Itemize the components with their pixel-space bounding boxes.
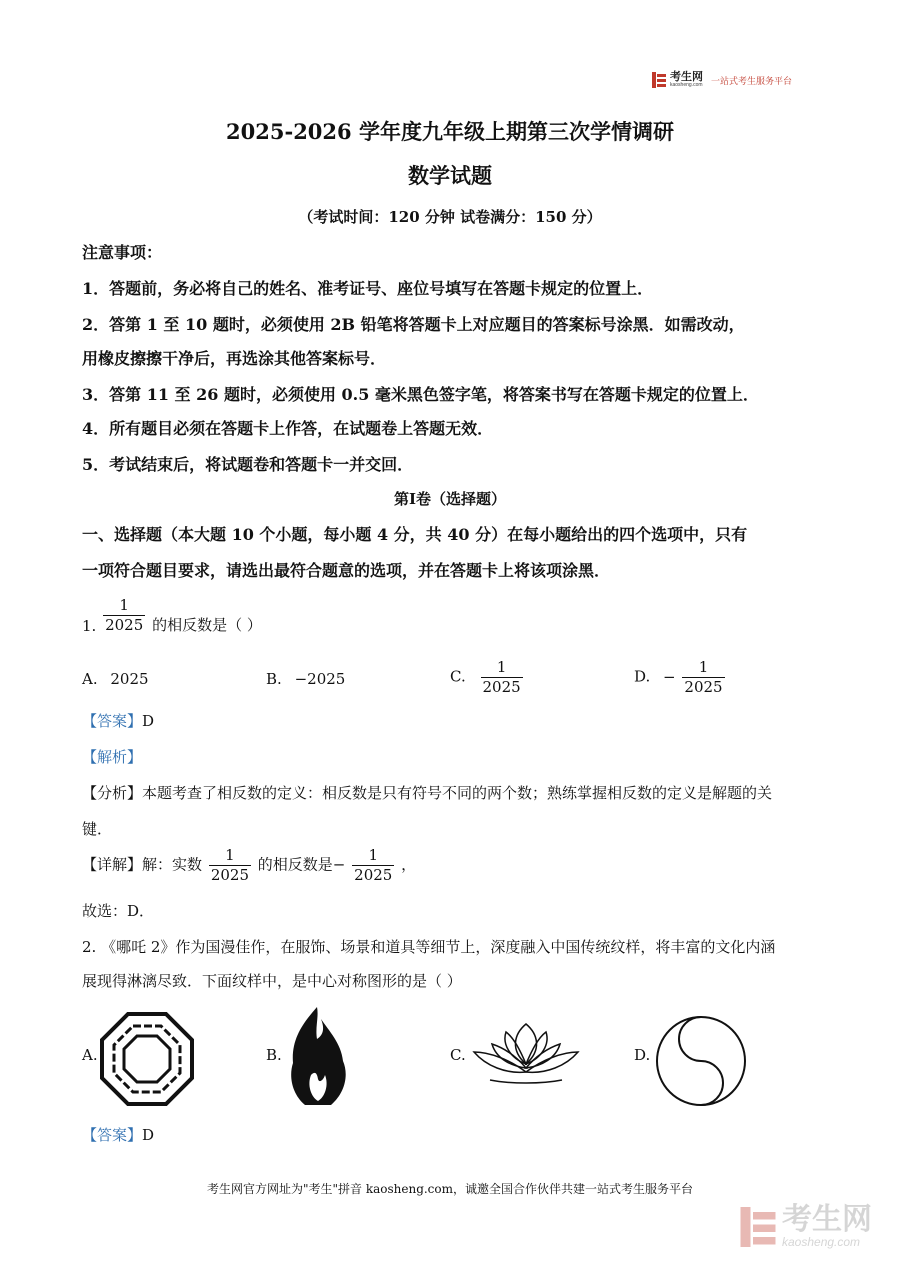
answer-line [82,710,154,731]
note-item: 3．答第 11 至 26 题时，必须使用 0.5 毫米黑色签字笔，将答案书写在答题卡规定的位置上． [82,385,759,404]
question-text: 的相反数是（ ） [152,616,262,634]
detail-tag: 【详解】 [82,855,143,874]
note-item: 用橡皮擦擦干净后，再选涂其他答案标号． [82,349,387,368]
analysis-line [82,782,772,803]
note-item: 4．所有题目必须在答题卡上作答，在试题卷上答题无效． [82,419,494,438]
option-d [634,658,727,697]
question-1-stem [82,596,262,635]
fraction [682,658,724,697]
question-2-stem: 展现得淋漓尽致．下面纹样中，是中心对称图形的是（ ） [82,972,462,990]
fraction [103,596,145,635]
header-logo [652,72,792,88]
option-label: D. [634,1046,651,1064]
notes-heading: 注意事项： [82,243,163,262]
note-item: 1．答题前，务必将自己的姓名、准考证号、座位号填写在答题卡规定的位置上． [82,279,654,298]
fraction-denominator: 2025 [482,678,521,696]
fraction [481,658,523,697]
kaosheng-logo-icon [652,72,666,88]
option-label: D. [634,667,651,686]
answer-tag: 【答案】 [82,712,143,730]
note-item: 2．答第 1 至 10 题时，必须使用 2B 铅笔将答题卡上对应题目的答案标号涂黑．如需改动， [82,315,745,334]
fenxi-tag: 【分析】 [82,784,143,802]
question-number: 1. [82,617,97,635]
answer-line [82,1124,154,1145]
analysis-line: 键． [82,820,113,838]
fraction-denominator: 2025 [684,678,723,696]
fraction [352,846,394,885]
option-value: 2025 [110,670,149,688]
volume-title: 第Ⅰ卷（选择题） [393,490,507,508]
lotus-icon [470,1020,582,1086]
yin-yang-outline-icon [654,1014,748,1108]
analysis-tag: 【解析】 [82,748,143,766]
option-label: C. [450,1046,466,1064]
flame-icon [285,1005,351,1107]
detail-text: 解：实数 [142,855,203,874]
option-label: B. [266,670,282,688]
detail-text: 的相反数是 [257,855,333,874]
note-item: 5．考试结束后，将试题卷和答题卡一并交回． [82,455,414,474]
option-value: −2025 [294,670,346,688]
fraction-denominator: 2025 [354,866,393,884]
section-instruction: 一项符合题目要求，请选出最符合题意的选项，并在答题卡上将该项涂黑． [82,561,611,580]
bagua-octagon-icon [100,1012,194,1106]
fraction-numerator: 1 [698,658,709,676]
answer-value: D [142,1126,155,1144]
fraction-numerator: 1 [496,658,507,676]
option-b [266,670,345,688]
answer-tag: 【答案】 [82,1126,143,1144]
question-2-stem: 2. 《哪吒 2》作为国漫佳作，在服饰、场景和道具等细节上，深度融入中国传统纹样，将丰富的文化内涵 [82,938,776,956]
minus-sign: − [332,855,346,874]
watermark-name: 考生网 [782,1203,872,1236]
section-instruction: 一、选择题（本大题 10 个小题，每小题 4 分，共 40 分）在每小题给出的四个选项中，只有 [82,525,748,544]
fraction-numerator: 1 [225,846,235,864]
answer-value: D [142,712,155,730]
detail-text: ， [401,855,417,874]
option-label: A. [82,1046,98,1064]
watermark-logo-icon [740,1207,776,1247]
option-label: B. [266,1046,282,1064]
fraction-denominator: 2025 [105,616,144,634]
option-label: A. [82,670,98,688]
subject-title: 数学试题 [408,163,492,188]
option-a [82,670,149,688]
minus-sign: − [663,667,676,686]
detail-line [82,846,416,885]
exam-info: （考试时间：120 分钟 试卷满分：150 分） [298,208,602,226]
fraction [209,846,251,885]
fraction-numerator: 1 [119,596,129,614]
footer-text: 考生网官方网址为"考生"拼音 kaosheng.com，诚邀全国合作伙伴共建一站式考生服务平台 [206,1182,694,1196]
watermark [740,1205,872,1249]
option-label: C. [450,667,466,686]
fraction-denominator: 2025 [210,866,249,884]
exam-title: 2025-2026 学年度九年级上期第三次学情调研 [226,119,674,144]
logo-slogan: 一站式考生服务平台 [711,75,793,86]
option-c [450,658,525,697]
conclusion: 故选：D． [82,902,155,920]
fraction-numerator: 1 [368,846,379,864]
watermark-url: kaosheng.com [782,1235,861,1249]
fenxi-text: 本题考查了相反数的定义：相反数是只有符号不同的两个数；熟练掌握相反数的定义是解题的关 [142,784,773,802]
logo-name: 考生网 [670,71,703,83]
logo-url: kaosheng.com [670,82,703,88]
